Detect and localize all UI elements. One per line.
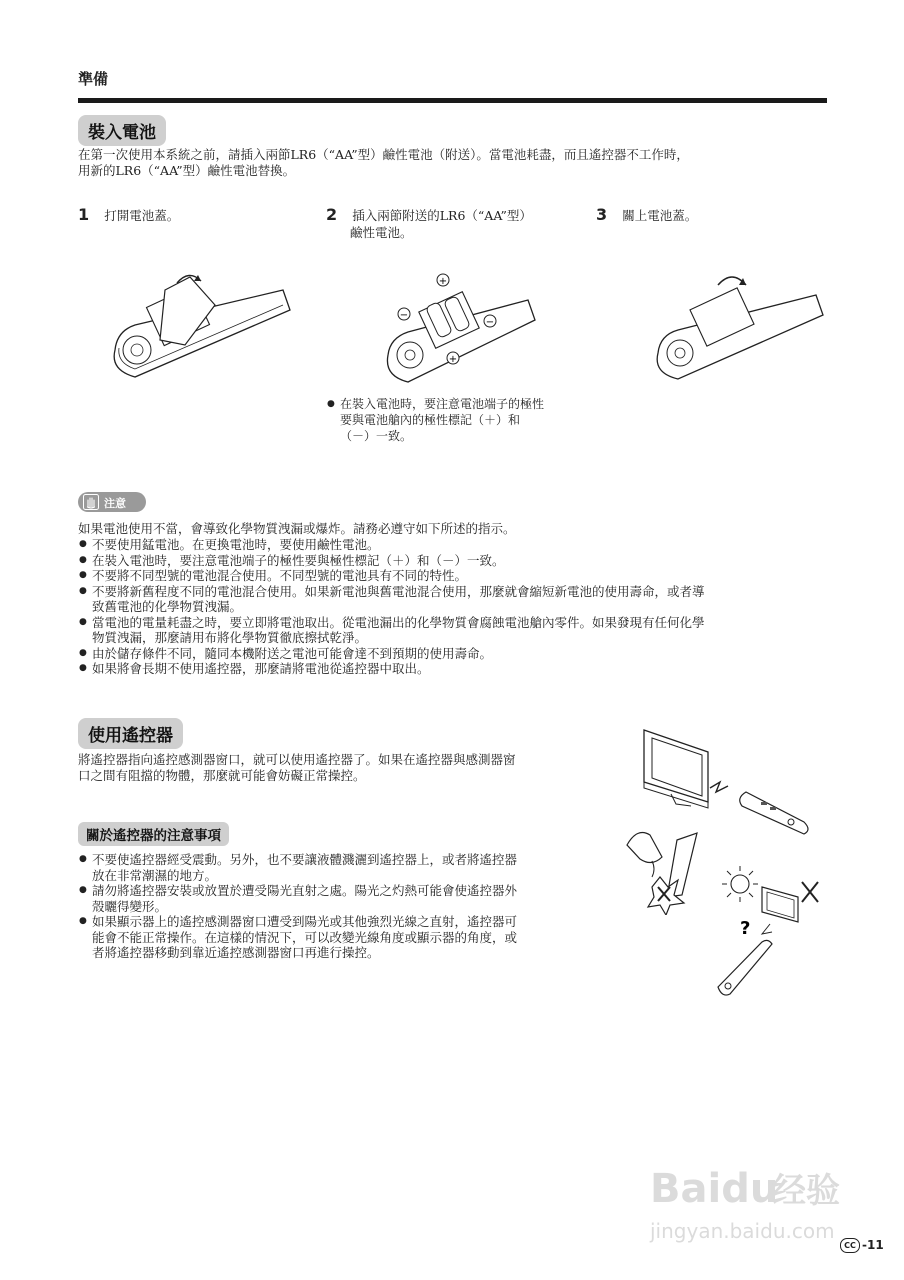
list-item-line: ● 當電池的電量耗盡之時，要立即將電池取出。從電池漏出的化學物質會腐蝕電池艙內零件。如果發現有任何化學 bbox=[92, 614, 705, 630]
remote-insert-batteries-illustration bbox=[380, 270, 540, 390]
list-item-line: ● 不要將新舊程度不同的電池混合使用。如果新電池與舊電池混合使用，那麼就會縮短新電池的使用壽命，或者導 bbox=[92, 583, 705, 599]
remote-intro-line: 口之間有阻擋的物體，那麼就可能會妨礙正常操控。 bbox=[78, 768, 366, 783]
list-item bbox=[78, 646, 838, 662]
list-item-line: 物質洩漏，那麼請用布將化學物質徹底擦拭乾淨。 bbox=[92, 630, 368, 645]
caution-intro: 如果電池使用不當，會導致化學物質洩漏或爆炸。請務必遵守如下所述的指示。 bbox=[78, 521, 516, 536]
list-item-line: ● 不要使用錳電池。在更換電池時，要使用鹼性電池。 bbox=[92, 537, 380, 552]
note-line: ● 在裝入電池時，要注意電池端子的極性 bbox=[340, 397, 545, 411]
step-text: 插入兩節附送的LR6（“AA”型） bbox=[352, 208, 532, 223]
list-item bbox=[78, 914, 618, 961]
list-item-line: ● 由於儲存條件不同，隨同本機附送之電池可能會達不到預期的使用壽命。 bbox=[92, 645, 493, 661]
watermark-brand: Baidu bbox=[650, 1166, 779, 1212]
remote-precautions-heading: 關於遙控器的注意事項 bbox=[78, 822, 229, 846]
step-1 bbox=[78, 205, 179, 224]
note-line: （－）一致。 bbox=[340, 429, 413, 443]
step-3 bbox=[596, 205, 697, 224]
question-mark-icon: ? bbox=[740, 918, 751, 939]
note-item bbox=[326, 396, 586, 444]
list-item bbox=[78, 568, 838, 584]
remote-section-heading: 使用遙控器 bbox=[78, 718, 183, 749]
remote-intro bbox=[78, 752, 618, 784]
step-text: 打開電池蓋。 bbox=[104, 208, 180, 223]
baidu-watermark bbox=[640, 1140, 860, 1250]
list-item-line: 者將遙控器移動到靠近遙控感測器窗口再進行操控。 bbox=[92, 945, 380, 960]
step-number: 2 bbox=[326, 205, 338, 224]
list-item-line: ● 如果顯示器上的遙控感測器窗口遭受到陽光或其他強烈光線之直射，遙控器可 bbox=[92, 914, 518, 929]
list-item-line: ● 不要使遙控器經受震動。另外，也不要讓液體濺灑到遙控器上，或者將遙控器 bbox=[92, 852, 518, 867]
step-number: 1 bbox=[78, 205, 90, 224]
tv-remote-illustration bbox=[636, 722, 816, 842]
remote-close-cover-illustration bbox=[648, 265, 828, 385]
watermark-url: jingyan.baidu.com bbox=[650, 1219, 835, 1243]
list-item-line: 殼曬得變形。 bbox=[92, 898, 168, 914]
page-section-title: 準備 bbox=[78, 70, 109, 88]
polarity-plus: + bbox=[438, 276, 448, 287]
list-item bbox=[78, 615, 838, 646]
remote-open-cover-illustration bbox=[105, 255, 295, 385]
list-item bbox=[78, 852, 618, 883]
list-item-line: 放在非常潮濕的地方。 bbox=[92, 867, 218, 883]
list-item-line: 致舊電池的化學物質洩漏。 bbox=[92, 599, 243, 614]
step-number: 3 bbox=[596, 205, 608, 224]
battery-section-heading: 裝入電池 bbox=[78, 115, 166, 146]
step-text: 鹼性電池。 bbox=[350, 225, 413, 240]
sunlight-sensor-illustration bbox=[710, 862, 830, 1002]
battery-polarity-note bbox=[326, 396, 586, 444]
watermark-brand-cn: 经验 bbox=[772, 1171, 840, 1211]
liquid-spill-illustration bbox=[622, 825, 722, 915]
list-item-line: ● 請勿將遙控器安裝或放置於遭受陽光直射之處。陽光之灼熱可能會使遙控器外 bbox=[92, 883, 518, 898]
list-item-line: 能會不能正常操作。在這樣的情況下，可以改變光線角度或顯示器的角度，或 bbox=[92, 929, 518, 945]
caution-list bbox=[78, 537, 838, 677]
list-item-line: ● 不要將不同型號的電池混合使用。不同型號的電池具有不同的特性。 bbox=[92, 568, 468, 583]
step-text: 關上電池蓋。 bbox=[622, 208, 698, 223]
list-item bbox=[78, 584, 838, 615]
language-badge: CC bbox=[840, 1238, 860, 1253]
caution-tag bbox=[78, 492, 146, 512]
polarity-plus: + bbox=[448, 354, 458, 365]
list-item bbox=[78, 553, 838, 569]
battery-intro-line: 用新的LR6（“AA”型）鹼性電池替換。 bbox=[78, 163, 296, 178]
caution-label: 注意 bbox=[104, 497, 126, 510]
list-item-line: ● 如果將會長期不使用遙控器，那麼請將電池從遙控器中取出。 bbox=[92, 661, 430, 676]
step-2 bbox=[326, 205, 586, 241]
list-item-line: ● 在裝入電池時，要注意電池端子的極性要與極性標記（＋）和（－）一致。 bbox=[92, 552, 505, 568]
remote-precautions-list bbox=[78, 852, 618, 961]
list-item bbox=[78, 883, 618, 914]
note-line: 要與電池艙內的極性標記（＋）和 bbox=[340, 413, 521, 427]
list-item bbox=[78, 661, 838, 677]
page-number-value: -11 bbox=[862, 1238, 884, 1252]
battery-intro-line: 在第一次使用本系統之前，請插入兩節LR6（“AA”型）鹼性電池（附送）。當電池耗盡，而且遙控器不工作時， bbox=[78, 147, 689, 162]
page-number bbox=[840, 1238, 884, 1253]
polarity-minus: − bbox=[399, 310, 409, 321]
battery-intro bbox=[78, 147, 838, 179]
list-item bbox=[78, 537, 838, 553]
hand-icon bbox=[83, 494, 99, 510]
header-rule bbox=[78, 98, 827, 103]
remote-intro-line: 將遙控器指向遙控感測器窗口，就可以使用遙控器了。如果在遙控器與感測器窗 bbox=[78, 752, 516, 767]
polarity-minus: − bbox=[485, 317, 495, 328]
